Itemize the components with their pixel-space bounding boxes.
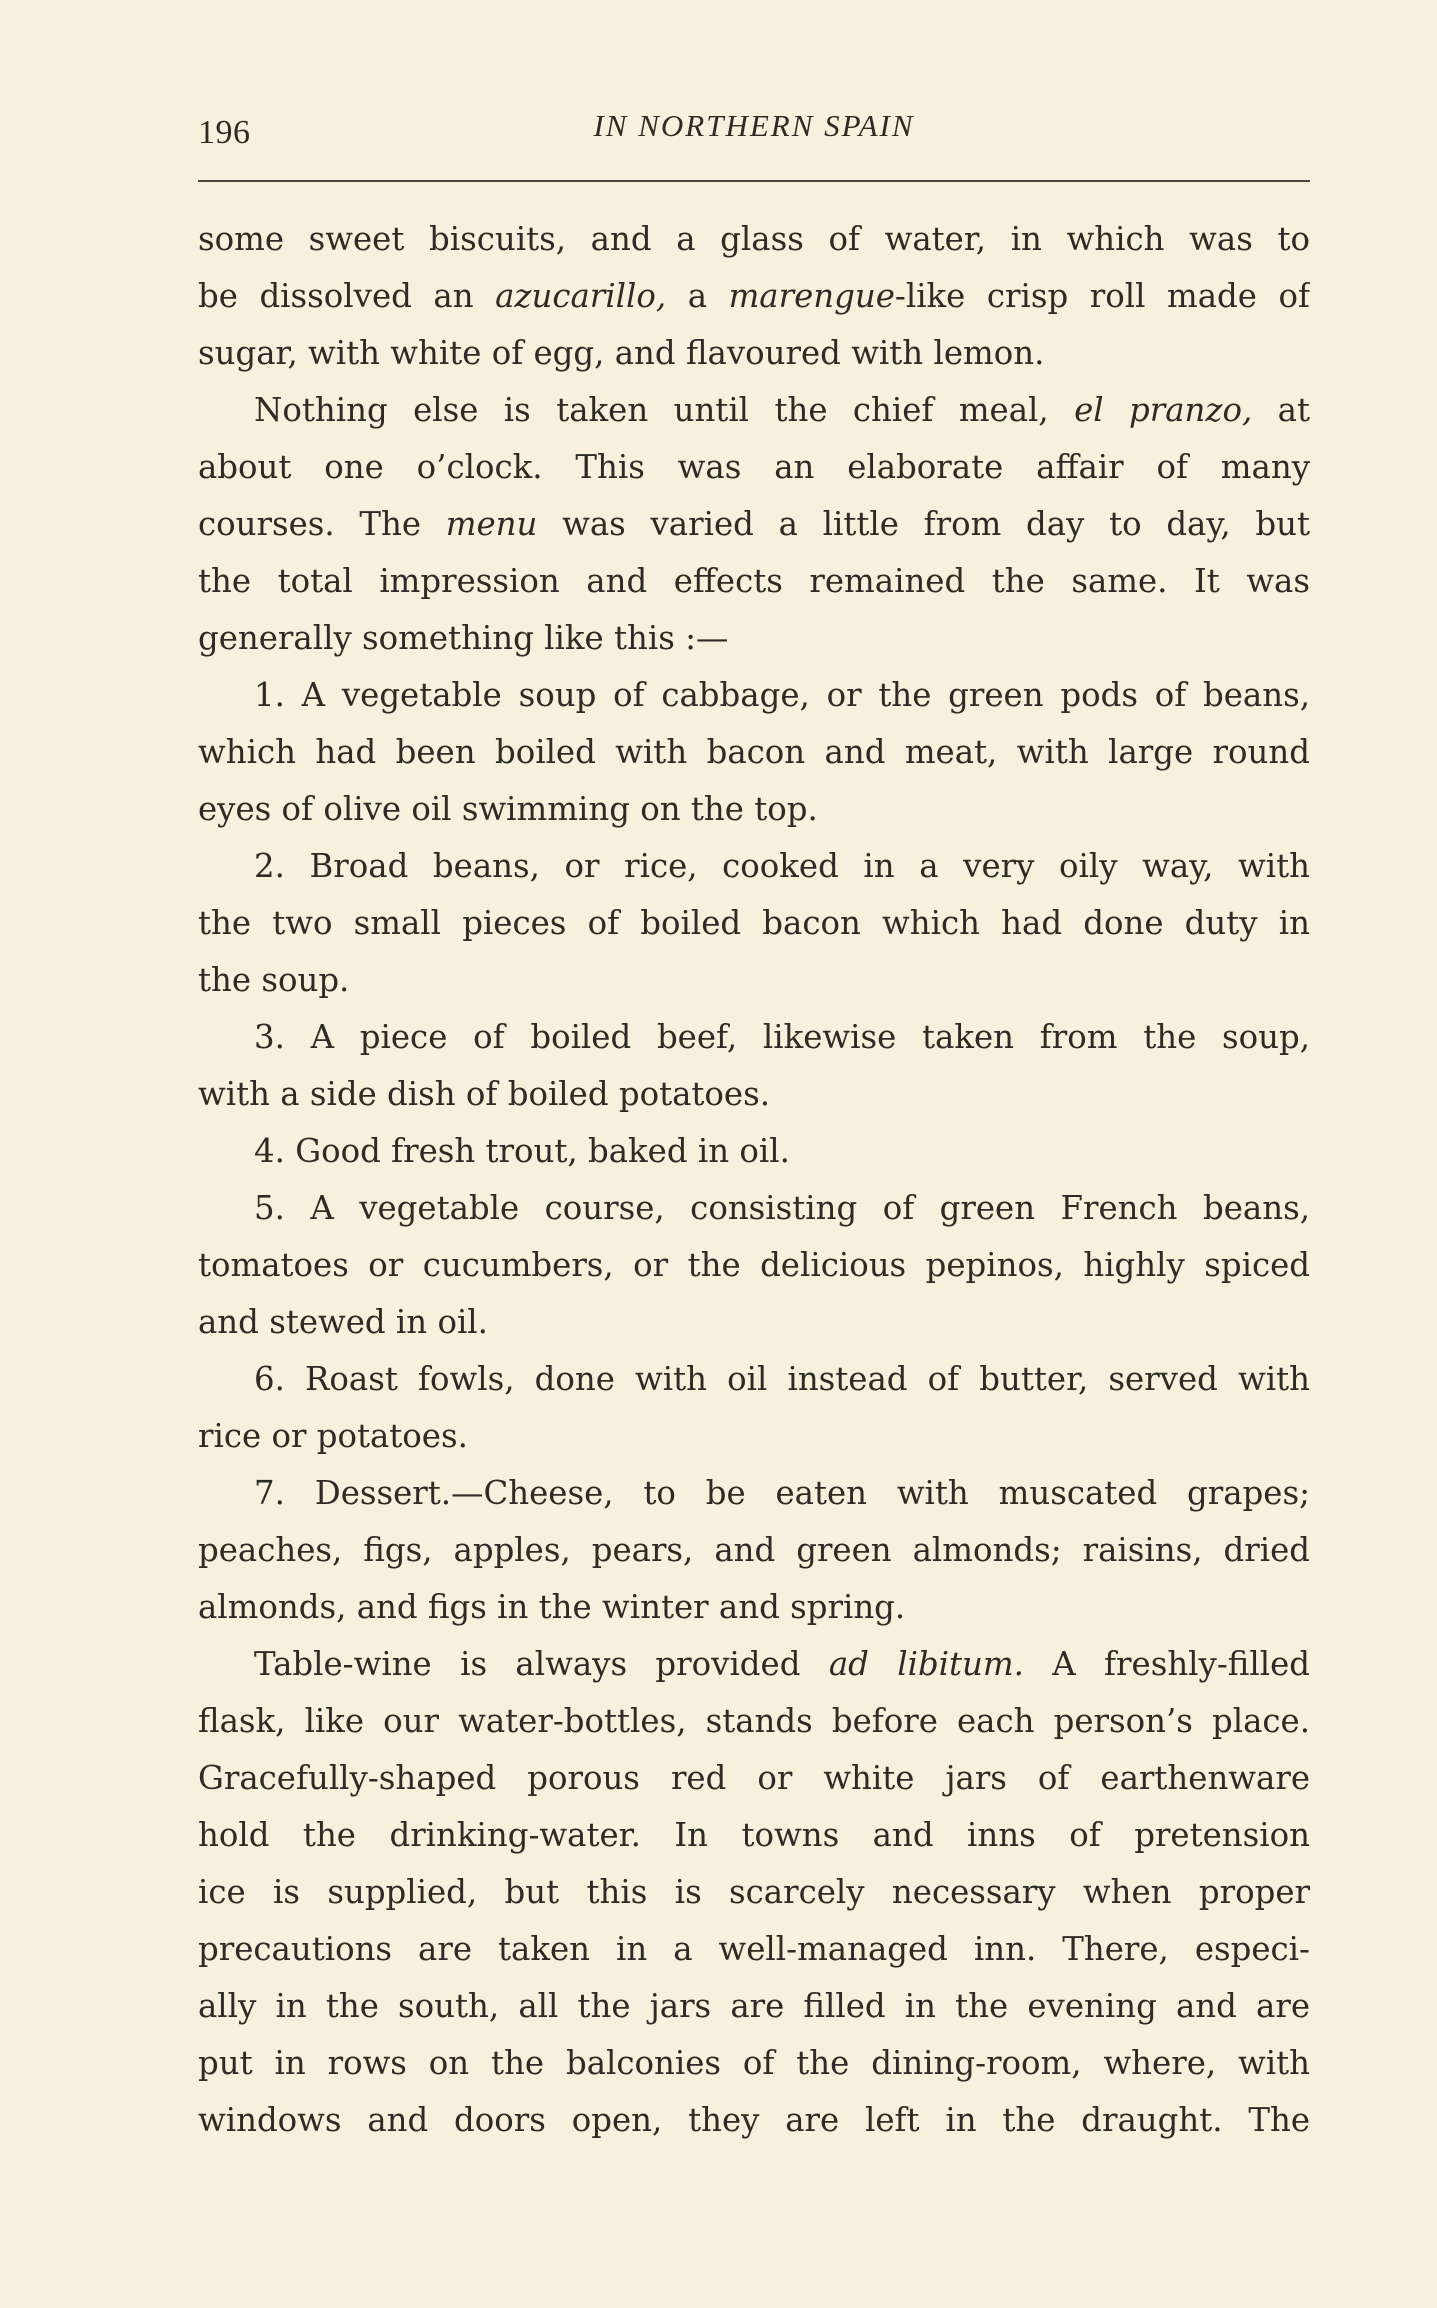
text-line: hold the drinking-water. In towns and inns of pretension bbox=[198, 1816, 1310, 1854]
text-line: almonds, and figs in the winter and spring. bbox=[198, 1588, 906, 1626]
text-line: 6. Roast fowls, done with oil instead of butter, served with bbox=[254, 1360, 1310, 1398]
text-line: rice or potatoes. bbox=[198, 1417, 468, 1455]
text-line: sugar, with white of egg, and flavoured with lemon. bbox=[198, 334, 1045, 372]
text-line: courses. The menu was varied a little from day to day, but bbox=[198, 505, 1310, 543]
text-line: the two small pieces of boiled bacon which had done duty in bbox=[198, 904, 1310, 942]
text-line: 7. Dessert.—Cheese, to be eaten with muscated grapes; bbox=[254, 1474, 1310, 1512]
text-line: put in rows on the balconies of the dining-room, where, with bbox=[198, 2044, 1310, 2082]
text-line: 3. A piece of boiled beef, likewise taken from the soup, bbox=[254, 1018, 1310, 1056]
body-text bbox=[198, 211, 1310, 2149]
text-line: which had been boiled with bacon and meat, with large round bbox=[198, 733, 1310, 771]
running-head bbox=[198, 100, 1310, 160]
text-line: 4. Good fresh trout, baked in oil. bbox=[254, 1132, 790, 1170]
text-line: 2. Broad beans, or rice, cooked in a very oily way, with bbox=[254, 847, 1310, 885]
text-line: peaches, figs, apples, pears, and green almonds; raisins, dried bbox=[198, 1531, 1310, 1569]
italic-text: ad libitum. bbox=[828, 1645, 1024, 1683]
header-rule bbox=[198, 180, 1310, 182]
text-line: eyes of olive oil swimming on the top. bbox=[198, 790, 818, 828]
text-line: 1. A vegetable soup of cabbage, or the green pods of beans, bbox=[254, 676, 1310, 714]
text-line: and stewed in oil. bbox=[198, 1303, 488, 1341]
text-line: about one o’clock. This was an elaborate affair of many bbox=[198, 448, 1310, 486]
page-number: 196 bbox=[198, 114, 251, 151]
text-line: the total impression and effects remained the same. It was bbox=[198, 562, 1310, 600]
text-line: precautions are taken in a well-managed inn. There, especi- bbox=[198, 1930, 1310, 1968]
text-line: be dissolved an azucarillo, a marengue-like crisp roll made of bbox=[198, 277, 1310, 315]
text-line: flask, like our water-bottles, stands before each person’s place. bbox=[198, 1702, 1310, 1740]
italic-text: menu bbox=[445, 505, 538, 543]
text-line: some sweet biscuits, and a glass of water, in which was to bbox=[198, 220, 1310, 258]
text-line: Gracefully-shaped porous red or white jars of earthenware bbox=[198, 1759, 1310, 1797]
text-line: generally something like this :— bbox=[198, 619, 729, 657]
text-line: the soup. bbox=[198, 961, 350, 999]
running-title: IN NORTHERN SPAIN bbox=[593, 108, 915, 143]
italic-text: marengue bbox=[728, 277, 895, 315]
text-line: 5. A vegetable course, consisting of green French beans, bbox=[254, 1189, 1310, 1227]
text-line: with a side dish of boiled potatoes. bbox=[198, 1075, 771, 1113]
text-line: windows and doors open, they are left in the draught. The bbox=[198, 2101, 1310, 2139]
text-line: Nothing else is taken until the chief meal, el pranzo, at bbox=[254, 391, 1310, 429]
italic-text: el pranzo, bbox=[1074, 391, 1253, 429]
text-line: Table-wine is always provided ad libitum. A freshly-filled bbox=[254, 1645, 1310, 1683]
text-line: ice is supplied, but this is scarcely necessary when proper bbox=[198, 1873, 1310, 1911]
text-line: ally in the south, all the jars are filled in the evening and are bbox=[198, 1987, 1310, 2025]
text-line: tomatoes or cucumbers, or the delicious pepinos, highly spiced bbox=[198, 1246, 1310, 1284]
italic-text: azucarillo, bbox=[495, 277, 667, 315]
